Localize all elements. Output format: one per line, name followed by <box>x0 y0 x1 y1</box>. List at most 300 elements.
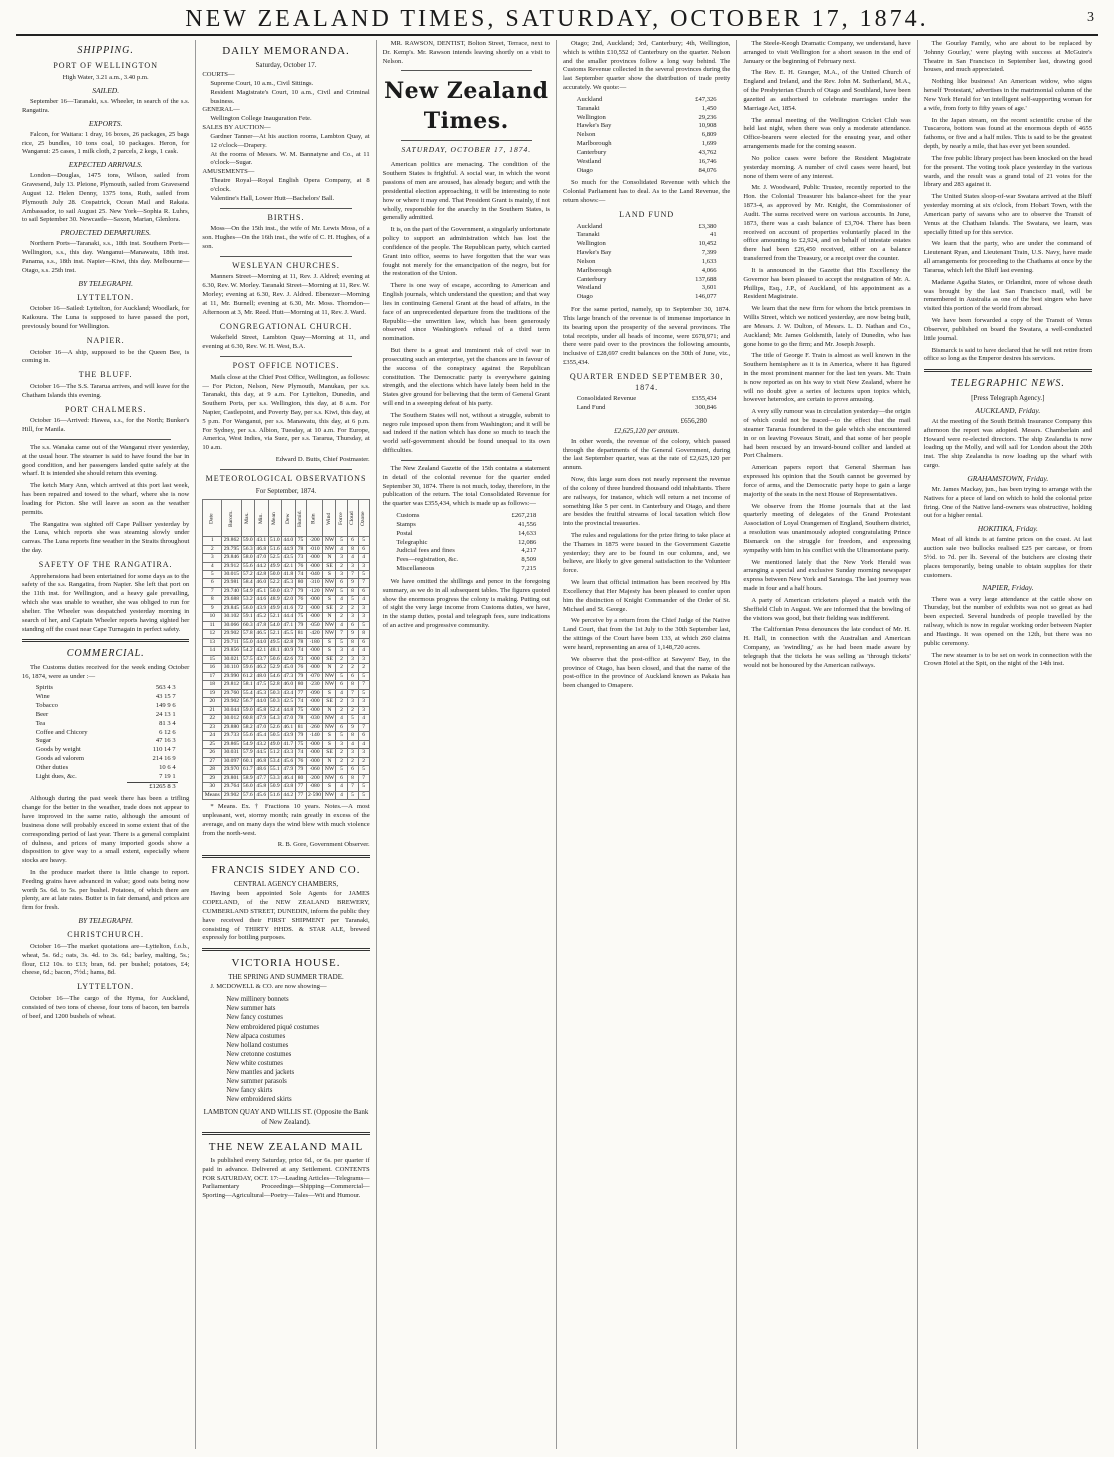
meteo-cell: 49.9 <box>269 604 280 611</box>
meteo-cell: 41.6 <box>283 604 294 611</box>
meteo-cell: ·000 <box>306 604 323 612</box>
news-paragraph: Bismarck is said to have declared that he will not retire from office so long as the Emperor desires his services. <box>923 346 1092 363</box>
divider <box>22 639 189 642</box>
meteo-cell: 30.031 <box>223 749 240 756</box>
meteo-cell: NW <box>324 537 335 544</box>
meteo-signature: R. B. Gore, Government Observer. <box>277 841 370 849</box>
meteo-cell: 30.012 <box>223 715 240 722</box>
meteo-cell: 74 <box>295 749 306 757</box>
meteo-cell: 43.8 <box>283 783 294 790</box>
row-value: 110 14 7 <box>152 746 176 754</box>
meteo-cell: 58.0 <box>242 554 253 561</box>
meteo-cell: ·000 <box>306 562 323 570</box>
news-paragraph: The Gourlay Family, who are about to be replaced by 'Johnny Gourlay,' were playing with success at McGuire's Theatre in San Francisco in September last, drawing good houses, and much appreciated. <box>923 40 1092 74</box>
projected-text: Northern Ports—Taranaki, s.s., 18th inst. Southern Ports—Wellington, s.s., this day. Wanganui—Manawatu, 18th inst. Panama, s.s., 18th inst. Napier—Kiwi, this day. Melbourne—Otago, s.s. 25th inst. <box>22 240 190 274</box>
meteo-cell: 61.2 <box>242 672 253 679</box>
meteo-cell: ·120 <box>306 587 323 595</box>
news-paragraph: We observe from the Home journals that at the last quarterly meeting of delegates of the Grand Protestant Association of Loyal Orangemen of England, Southern district, a resolution was unanimously adopted congratulating Prince Bismarck on the struggle for freedom, and expressing sympathy with him in his conflict with the Ultramontane party. <box>743 502 911 554</box>
meteo-cell: 75 <box>295 537 306 545</box>
chalmers-heading: PORT CHALMERS. <box>64 404 147 414</box>
meteo-cell: 30.097 <box>223 757 240 764</box>
meteo-cell: 2 <box>336 698 347 706</box>
meteo-cell: 55.4 <box>242 689 253 696</box>
meteo-cell: 5 <box>347 596 358 604</box>
meteo-cell: 43.5 <box>283 554 294 561</box>
post-text: Mails close at the Chief Post Office, Wellington, as follows:— For Picton, Nelson, New Plymouth, Manukau, per s.s. Taranaki, this day, at 9 a.m. For Lyttelton, Dunedin, and Southern Ports, per s.s. Wellington, this day, at 8 a.m. For Napier, Castlepoint, and Poverty Bay, per s.s. Kiwi, this day, at 5 p.m. For Wanganui, per s.s. Manawatu, this day, at 6 p.m. For Sydney, per s.s. Albion, Tuesday, at 10 a.m. For Europe, America, West Indies, via Suez, per s.s. Tararua, Thursday, at 10 a.m. <box>202 373 370 452</box>
meteo-row <box>203 732 369 740</box>
row-value: £47,326 <box>695 95 717 103</box>
meteo-cell: 52.5 <box>269 554 280 561</box>
col6-body <box>924 40 1092 364</box>
meteo-cell: 49.5 <box>269 638 280 645</box>
meteo-cell: 56.3 <box>242 545 253 552</box>
land-heading: LAND FUND <box>619 209 675 219</box>
row-value: 1,699 <box>701 140 717 148</box>
meteo-cell: 75 <box>295 706 306 714</box>
meteo-cell: 58.1 <box>242 681 253 688</box>
row-value: 137,688 <box>695 275 717 283</box>
meteo-cell: 44.9 <box>283 545 294 552</box>
paper-title: New Zealand Times. <box>384 78 549 134</box>
meteo-cell: 14 <box>203 647 222 655</box>
row-label: Hawke's Bay <box>576 249 612 257</box>
quarter-total: £656,280 <box>680 416 707 425</box>
meteo-cell: 6 <box>358 587 369 595</box>
meteo-cell: 29.795 <box>223 545 240 552</box>
meteo-cell: 48.0 <box>256 672 267 679</box>
table-row <box>394 539 538 548</box>
customs-table <box>34 684 178 791</box>
meteo-cell: 45.1 <box>256 587 267 594</box>
congregational-text: Wakefield Street, Lambton Quay—Morning at 11, and evening at 6.30, Rev. W. H. West, B.A. <box>202 334 370 351</box>
row-value: 7 19 1 <box>159 772 176 780</box>
meteo-cell: N <box>323 664 336 672</box>
meteo-cell: NW <box>324 723 335 730</box>
row-label: Light dues, &c. <box>35 772 77 780</box>
meteo-cell: 79 <box>295 732 306 740</box>
meteo-cell: 60.8 <box>242 715 253 722</box>
meteo-cell: 9 <box>347 579 358 587</box>
news-paragraph: We observe that the post-office at Sawyers' Bay, in the province of Otago, has been closed, and that the name of the post-office in the province of Auckland known as Pakaia has been changed to Omapere. <box>562 655 731 690</box>
meteo-row <box>203 655 369 663</box>
meteo-row <box>203 596 369 604</box>
row-value: 4,217 <box>521 547 537 555</box>
meteo-cell: 29.902 <box>223 698 240 705</box>
table-row <box>34 693 178 702</box>
news-paragraph: We learn that the party, who are under the command of Lieutenant Ryan, and Lieutenant Train, U.S. Navy, have made all arrangements for proceeding to the Chathams at once by the Tararua, which left the Bluff last evening. <box>923 240 1092 274</box>
meteo-cell: 5 <box>336 672 347 680</box>
meteo-cell: 6 <box>347 537 358 545</box>
meteo-cell: 79 <box>295 621 306 629</box>
leader-paragraph: American politics are menacing. The condition of the Southern States is frightful. A social war, in which the worst passions of men are aroused, has already begun; and with the presidential election approaching, it will be interesting to note how or where it may end. That President Grant is mainly, if not wholly, responsible for the anarchy in the Southern States, is generally admitted. <box>382 161 550 222</box>
meteo-cell: S <box>323 638 336 646</box>
meteo-cell: 45.5 <box>283 630 294 637</box>
page-number: 3 <box>1087 10 1094 25</box>
row-value: 146,077 <box>695 293 717 301</box>
column-1 <box>16 40 196 1449</box>
meteo-cell: SE <box>323 562 336 570</box>
auckland-text: At the meeting of the South British Insurance Company this afternoon the report was adopted. Messrs. Chamberlain and Howard were re-elected directors. The ship Zealandia is now loading up the Molly, and will sail for London about the 20th inst. The ship Zealandia is now loading up the wharf with cargo. <box>923 417 1092 470</box>
meteo-cell: 22 <box>203 715 222 723</box>
news-paragraph: The Rev. E. H. Granger, M.A., of the United Church of England and Ireland, and the Rev. John M. Sutherland, M.A., of the Presbyterian Church of Otago and Southland, have been gazetted as authorised to celebrate marriages under the Marriage Act, 1854. <box>743 69 911 112</box>
table-row <box>34 702 178 711</box>
meteo-row <box>203 664 369 672</box>
meteo-cell: NW <box>324 791 335 798</box>
meteo-cell: 5 <box>358 766 369 774</box>
divider <box>220 208 351 209</box>
grahamstown-heading: GRAHAMSTOWN, Friday. <box>967 473 1049 483</box>
meteo-cell: 8 <box>347 774 358 782</box>
row-label: Taranaki <box>576 104 600 112</box>
meteo-row <box>203 562 369 570</box>
row-label: Taranaki <box>576 231 600 239</box>
meteo-cell: 57.6 <box>242 791 253 798</box>
meteo-cell: 60.1 <box>242 757 253 764</box>
row-value: 8,509 <box>521 556 537 564</box>
meteo-row <box>203 740 369 748</box>
meteo-cell: 57.9 <box>242 749 253 756</box>
meteo-cell: 43.1 <box>256 537 267 544</box>
row-label: Customs <box>396 512 420 520</box>
meteo-note: * Means. Ex. † Fractions 10 years. Notes.—A most unpleasant, wet, stormy month; rain greatly in excess of the average, and on many days the wind blew with much violence from the north-west. <box>202 803 370 837</box>
meteo-cell: 7 <box>358 681 369 689</box>
row-label: Tea <box>35 719 46 727</box>
meteo-cell: ·000 <box>306 596 323 604</box>
meteo-cell: 3 <box>336 647 347 655</box>
meteo-cell: 47.3 <box>283 672 294 679</box>
post-signature: Edward D. Butts, Chief Postmaster. <box>275 456 370 464</box>
gazette-text: The New Zealand Gazette of the 15th contains a statement in detail of the colonial revenue for the quarter ended September 30, 1874. There is not much, today, therefore, in the publication of the return. The total Consolidated Revenue for the quarter was £355,434, which is made up as follows:— <box>382 464 550 508</box>
quarter-table <box>575 395 719 413</box>
meteo-cell: 8 <box>347 545 358 553</box>
meteo-cell: 47.9 <box>256 715 267 722</box>
meteo-cell: ·180 <box>306 638 323 646</box>
table-row <box>575 122 719 131</box>
meteo-cell: 7 <box>358 579 369 587</box>
meteo-cell: 3 <box>336 571 347 579</box>
table-row <box>575 131 719 140</box>
meteo-cell: ·070 <box>306 672 323 680</box>
revenue-table <box>394 512 538 574</box>
meteo-row <box>203 554 369 562</box>
meteo-cell: ·000 <box>306 757 323 765</box>
victoria-item: New white costumes <box>226 1059 283 1067</box>
meteo-cell: 57.5 <box>242 655 253 662</box>
row-value: 10,908 <box>698 122 717 130</box>
meteo-cell: 12 <box>203 630 222 638</box>
meteo-cell: 74 <box>295 698 306 706</box>
meteo-row <box>203 604 369 612</box>
meteo-cell: 4 <box>347 554 358 562</box>
meteo-cell: 81 <box>295 723 306 731</box>
meteo-cell: 16 <box>203 664 222 672</box>
meteo-cell: 44.2 <box>256 562 267 569</box>
meteo-cell: 46.5 <box>256 630 267 637</box>
meteo-cell: 29.688 <box>223 596 240 603</box>
meteo-cell: 47.0 <box>256 554 267 561</box>
meteo-cell: 56.0 <box>242 604 253 611</box>
meteo-cell: NW <box>324 545 335 552</box>
meteo-header-cell: Humid. <box>295 500 306 537</box>
meteo-cell: ·420 <box>306 630 323 638</box>
meteo-cell: ·000 <box>306 655 323 663</box>
row-value: 3,601 <box>701 284 717 292</box>
news-paragraph: We learn that the new firm for whom the brick premises in Willis Street, which we noticed yesterday, are now being built, are Messrs. J. W. Dulton, of Messrs. L. D. Nathan and Co., Auckland; Mr. James Goldsmith, lately of Dunedin, who has gone home to go the firm; and Mr. Joseph Joseph. <box>743 305 911 348</box>
meteo-cell: 3 <box>203 554 222 562</box>
meteo-cell: 43.7 <box>256 655 267 662</box>
meteo-cell: 58.2 <box>242 723 253 730</box>
meteo-cell: N <box>323 706 336 714</box>
column-6 <box>918 40 1098 1449</box>
meteo-subheading: For September, 1874. <box>255 486 317 495</box>
row-label: Coffee and Chicory <box>35 728 88 736</box>
meteo-cell: 3 <box>347 655 358 663</box>
column-3 <box>377 40 557 1449</box>
rangatira-heading: SAFETY OF THE RANGATIRA. <box>38 559 173 569</box>
hokitika-text: Meat of all kinds is at famine prices on the coast. At last auction sale two bullocks realised £25 per carcase, or from 5½d. to 7d. per lb. Several of the butchers are closing their places temporarily, being unable to obtain supplies for their customers. <box>923 536 1092 579</box>
meteo-row <box>203 630 369 638</box>
row-value: 12,086 <box>518 538 537 546</box>
meteo-cell: 77 <box>295 783 306 791</box>
meteo-cell: 52.4 <box>269 706 280 713</box>
meteo-cell: 4 <box>358 596 369 604</box>
meteo-header-cell: Max. <box>241 500 254 537</box>
row-label: Nelson <box>576 131 596 139</box>
meteo-cell: 52.1 <box>269 613 280 620</box>
meteo-cell: 4 <box>336 791 347 799</box>
row-value: 47 16 3 <box>155 737 176 745</box>
meteo-cell: 24 <box>203 732 222 740</box>
meteo-cell: 25 <box>203 740 222 748</box>
lyttelton-text: October 16—Sailed: Lyttelton, for Auckland; Woodlark, for Kaikoura. The Luna is supposed to have passed the port, previously bound for Wellington. <box>22 305 190 330</box>
napier-tel-heading: NAPIER, Friday. <box>982 583 1034 593</box>
meteo-cell: 50.6 <box>269 655 280 662</box>
meteo-cell: 4 <box>358 647 369 655</box>
meteo-cell: 45.2 <box>256 613 267 620</box>
meteo-cell: 3 <box>358 562 369 570</box>
meteo-cell: 9 <box>203 604 222 612</box>
meteo-row <box>203 613 369 621</box>
memoranda-item: AMUSEMENTS— <box>202 168 255 176</box>
meteo-row <box>203 638 369 646</box>
meteo-row <box>203 545 369 553</box>
row-label: Auckland <box>576 95 603 103</box>
row-label: Sugar <box>35 737 52 745</box>
total-label <box>34 782 127 791</box>
meteo-cell: 59.6 <box>242 664 253 671</box>
grahamstown-text: Mr. James Mackay, jun., has been trying to arrange with the Natives for a piece of land on which to hold the colonial prize firing. One of the Native land-owners was obstructive, holding out for a higher rental. <box>923 485 1092 520</box>
table-row <box>394 556 538 565</box>
table-row <box>575 158 719 167</box>
meteo-cell: 46.8 <box>256 545 267 552</box>
meteo-cell: NW <box>324 672 335 679</box>
meteo-cell: ·200 <box>306 537 323 545</box>
divider <box>401 70 532 71</box>
meteo-cell: ·080 <box>306 783 323 791</box>
meteo-cell: 42.5 <box>283 698 294 705</box>
sidey-heading: FRANCIS SIDEY AND CO. <box>211 864 361 877</box>
news-paragraph: American papers report that General Sherman has expressed his opinion that the South cannot be governed by force of arms, and the Democratic party hope to gain a large majority of the seats in the next House of Representatives. <box>743 464 911 498</box>
meteo-cell: 29.865 <box>223 740 240 747</box>
wesleyan-heading: WESLEYAN CHURCHES. <box>232 260 340 270</box>
meteo-cell: 46.0 <box>256 579 267 586</box>
meteo-cell: ·000 <box>306 647 323 655</box>
meteo-cell: 80 <box>295 579 306 587</box>
meteo-cell: S <box>323 689 336 697</box>
meteo-cell: 5 <box>336 537 347 545</box>
news-paragraph: No police cases were before the Resident Magistrate yesterday morning. A number of civil cases were heard, but none of them were of any interest. <box>743 154 911 180</box>
meteo-cell: 52.9 <box>269 664 280 671</box>
meteo-cell: 50.5 <box>269 732 280 739</box>
leader-paragraph: There is one way of escape, according to American and English journals, which understand the question; and that way lies in continuing General Grant at the head of affairs, in the face of an unprecedented departure from the traditions of the Republic—the unwritten law, which has been generously observed since Washington's refusal of a third term nomination. <box>382 282 550 343</box>
meteo-row <box>203 698 369 706</box>
meteo-cell: 44.8 <box>283 706 294 713</box>
meteo-cell: 50.3 <box>269 698 280 705</box>
row-label: Stamps <box>396 520 416 528</box>
mail-text: Is published every Saturday, price 6d., or 6s. per quarter if paid in advance. Delivered at any Settlement. CONTENTS FOR SATURDAY, OCT. 17:—Leading Articles—Telegrams—Parliamentary Proceedings—Shipping—Commercial—Sporting—Agricultural—Poetry—Tales—Wit and Humour. <box>202 1156 370 1200</box>
meteo-cell: 8 <box>347 638 358 646</box>
table-row <box>575 231 719 240</box>
victoria-item: New embroidered piqué costumes <box>226 1023 320 1031</box>
row-value: 43 15 7 <box>155 693 176 701</box>
meteo-cell: 7 <box>347 783 358 791</box>
meteo-cell: 42.0 <box>283 596 294 603</box>
meteo-cell: 44.5 <box>256 749 267 756</box>
meteo-cell: 3 <box>358 604 369 612</box>
table-row <box>394 512 538 521</box>
meteo-cell: 46.2 <box>256 664 267 671</box>
row-value: £3,380 <box>698 222 717 230</box>
meteo-row <box>203 571 369 579</box>
meteo-cell: 4 <box>336 715 347 723</box>
meteo-cell: 5 <box>358 672 369 680</box>
row-value: 41,556 <box>518 520 537 528</box>
meteo-row <box>203 715 369 723</box>
meteo-cell: 13 <box>203 638 222 646</box>
news-paragraph: Now, this large sum does not nearly represent the revenue of the colony of three hundred thousand odd inhabitants. There are railways, for instance, which will return a net income of something like 5 per cent. in Canterbury and Otago, and there are besides the fruitful streams of local taxation which flow into the provincial treasuries. <box>562 476 731 528</box>
table-row <box>34 737 178 746</box>
meteo-cell: 6 <box>358 545 369 553</box>
meteo-header-row <box>203 500 369 537</box>
meteo-cell: 78 <box>295 545 306 553</box>
table-row <box>575 258 719 267</box>
table-row <box>34 684 178 693</box>
meteo-cell: 4 <box>336 689 347 697</box>
meteo-cell: 15 <box>203 655 222 663</box>
meteo-cell: 47.1 <box>283 621 294 628</box>
meteo-cell: 2 <box>336 604 347 612</box>
meteo-cell: 46.8 <box>256 757 267 764</box>
meteo-cell: 10 <box>203 613 222 621</box>
meteo-cell: Means <box>204 791 220 798</box>
news-paragraph: A party of American cricketers played a match with the Sheffield Club in August. We are informed that the bowling of the visitors was good, but their fielding was indifferent. <box>743 596 911 622</box>
meteo-cell: 44.6 <box>256 596 267 603</box>
meteo-cell: 8 <box>203 596 222 604</box>
meteo-cell: NW <box>324 587 335 594</box>
land-intro: So much for the Consolidated Revenue with which the Colonial Parliament has to deal. As to the Land Revenue, the return shows:— <box>562 179 731 205</box>
meteo-cell: 50.0 <box>269 571 280 577</box>
meteo-cell: 20 <box>203 698 222 706</box>
table-row <box>34 729 178 738</box>
meteo-cell: 6 <box>358 732 369 740</box>
meteo-cell: 11 <box>203 621 222 629</box>
meteo-cell: 79 <box>295 587 306 595</box>
meteo-cell: 54.9 <box>242 587 253 594</box>
wesleyan-text: Manners Street—Morning at 11, Rev. J. Aldred; evening at 6.30, Rev. W. Morley. Taranaki Street—Morning at 11, Rev. W. Morley; evening at 6.30, Rev. J. Aldred. Ebenezer—Morning at 11, Mr. Burnell; evening at 6.30, Mr. Moss. Thorndon—Afternoon at 3, Mr. Reed. Hutt—Morning at 11, Rev. J. Ward. <box>202 273 370 316</box>
meteo-cell: 73 <box>295 655 306 663</box>
meteo-table <box>202 499 369 800</box>
meteo-row <box>203 749 369 757</box>
births-heading: BIRTHS. <box>267 212 305 222</box>
column-5 <box>737 40 917 1449</box>
meteo-cell: 29.990 <box>223 672 240 679</box>
exports-text: Falcon, for Waitara: 1 dray, 16 boxes, 26 packages, 25 bags rice, 25 bundles, 10 tons coal, 10 packages. Heron, for Wanganui: 25 cases, 1 milk cloth, 2 parcels, 2 kegs, 1 cask. <box>22 130 190 156</box>
row-label: Judicial fees and fines <box>396 547 455 555</box>
meteo-cell: 45.6 <box>256 791 267 798</box>
row-label: Otago <box>576 166 593 174</box>
meteo-cell: ·140 <box>306 732 323 740</box>
table-row <box>575 167 719 176</box>
telegraph-heading-2: BY TELEGRAPH. <box>78 916 133 926</box>
meteo-row <box>203 647 369 655</box>
port-heading: PORT OF WELLINGTON <box>53 61 158 71</box>
table-row <box>575 395 719 404</box>
napier-heading: NAPIER. <box>86 335 125 345</box>
table-row <box>34 773 178 782</box>
meteo-cell: 3 <box>347 613 358 621</box>
memoranda-item: GENERAL— <box>202 106 240 114</box>
news-paragraph: The annual meeting of the Wellington Cricket Club was held last night, when there was only a moderate attendance. Office-bearers were elected for the ensuing year, and other arrangements made for the coming season. <box>743 116 911 151</box>
meteo-cell: 58.4 <box>242 579 253 586</box>
meteo-cell: 8 <box>358 630 369 638</box>
divider <box>40 439 171 440</box>
row-label: Westland <box>576 157 602 165</box>
meteo-cell: 3 <box>358 655 369 663</box>
meteo-cell: 54.9 <box>242 740 253 747</box>
meteo-cell: 42.1 <box>256 647 267 654</box>
victoria-item: New fancy costumes <box>226 1014 283 1022</box>
land-text: For the same period, namely, up to September 30, 1874. This large branch of the revenue is of immense importance in its bearing upon the prosperity of the several provinces. The total receipts, under all heads of income, were £678,971; and there were paid over to the provinces the following amounts, inclusive of £28,697 credit balances on the 30th of June, viz., £355,434. <box>562 306 731 367</box>
row-label: Fees—registration, &c. <box>396 556 459 564</box>
meteo-cell: 47.7 <box>256 774 267 781</box>
meteo-cell: 3 <box>336 740 347 748</box>
divider <box>202 855 369 858</box>
meteo-cell: 2 <box>336 664 347 672</box>
meteo-cell: 53.3 <box>269 774 280 781</box>
meteo-cell: SE <box>323 698 336 706</box>
table-row <box>394 530 538 539</box>
memoranda-item: COURTS— <box>202 71 235 79</box>
meteo-cell: 55.1 <box>269 766 280 773</box>
table-row <box>575 249 719 258</box>
meteo-cell: 73 <box>295 554 306 562</box>
victoria-item: New fancy skirts <box>226 1087 273 1095</box>
meteo-cell: 29.981 <box>223 579 240 586</box>
meteo-cell: 3 <box>358 706 369 714</box>
news-paragraph: We perceive by a return from the Chief Judge of the Native Land Court, that from the 1st July to the 30th September last, the sittings of the Court have been 133, at which 260 claims were heard, representing an area of 1,148,720 acres. <box>562 617 731 651</box>
meteo-cell: 47.9 <box>283 766 294 773</box>
memoranda-list <box>202 71 369 203</box>
divider <box>220 469 351 470</box>
meteo-cell: 45.6 <box>283 757 294 764</box>
news-paragraph: It is announced in the Gazette that His Excellency the Governor has been pleased to accept the resignation of Mr. A. Phillips, Esq., J.P., of Auckland, of his appointment as a Resident Magistrate. <box>743 266 911 301</box>
meteo-cell: 3 <box>358 698 369 706</box>
meteo-cell: 43.4 <box>283 689 294 696</box>
meteo-cell: 7 <box>347 571 358 579</box>
meteo-cell: 30.044 <box>223 706 240 713</box>
meteo-cell: 30 <box>203 783 222 791</box>
meteo-cell: 41.7 <box>283 740 294 747</box>
